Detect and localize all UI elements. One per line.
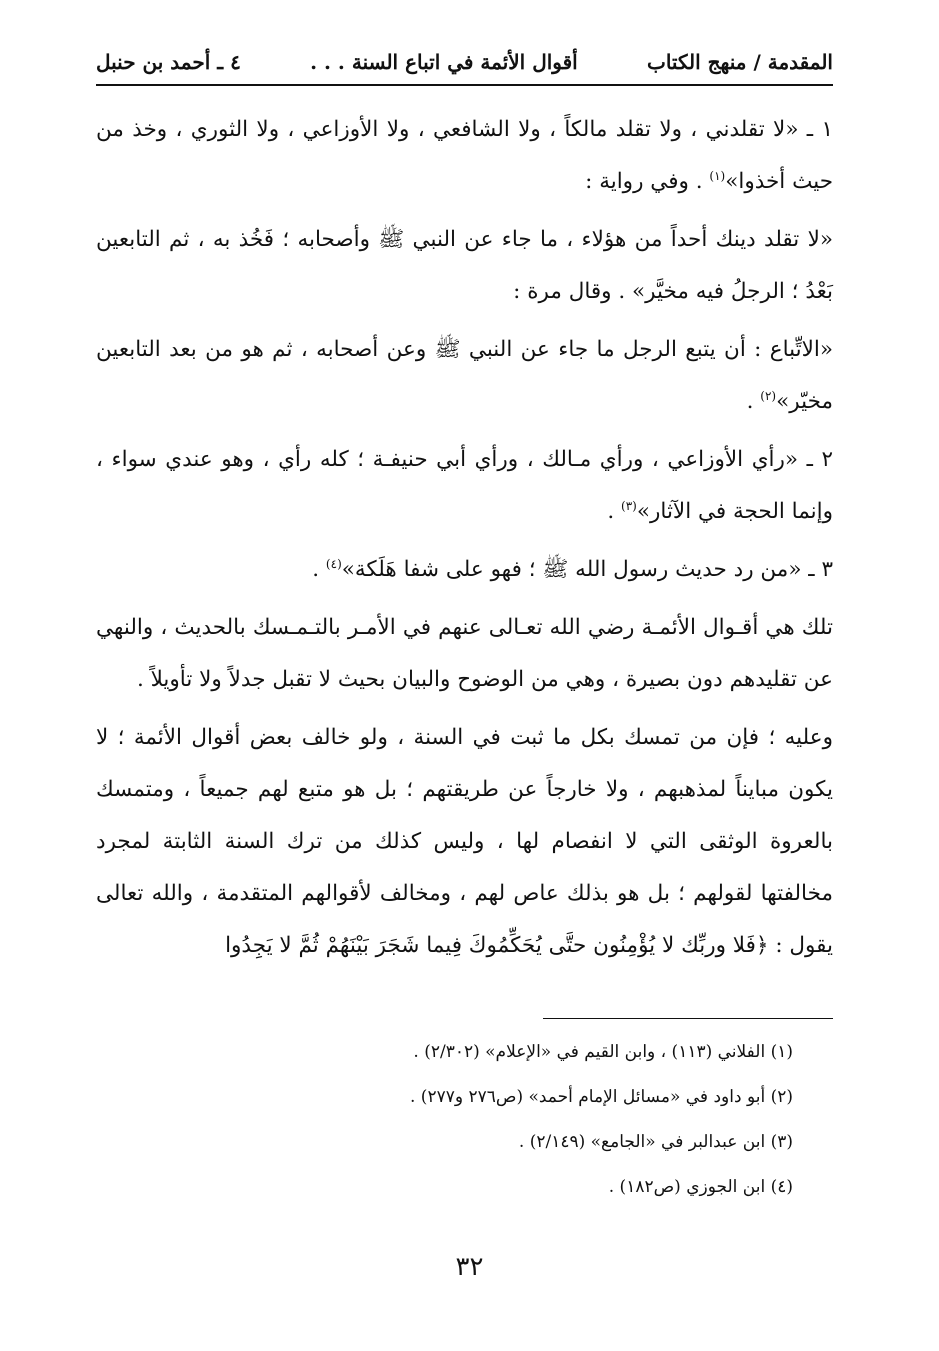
- paragraph-quote-1c: [96, 324, 833, 428]
- page-number: ٣٢: [455, 1252, 484, 1282]
- footnotes: [96, 1030, 793, 1210]
- running-header: [96, 40, 833, 74]
- header-chapter-title: المقدمة / منهج الكتاب: [647, 50, 833, 74]
- quote-2-text: ٢ ـ «رأي الأوزاعي ، ورأي مـالك ، ورأي أبي حنيفـة ؛ كله رأي ، وهو عندي سواء ، وإنما الحجة في الآثار»: [96, 447, 833, 524]
- paragraph-quote-1: [96, 104, 833, 208]
- footnote-2: (٢) أبو داود في «مسائل الإمام أحمد» (ص٢٧٦ و٢٧٧) .: [410, 1087, 793, 1107]
- footnote-ref-4: (٤): [325, 556, 342, 571]
- quote-3-text: ٣ ـ «من رد حديث رسول الله ﷺ ؛ فهو على شفا هَلَكة»: [341, 557, 833, 582]
- header-section-title: أقوال الأئمة في اتباع السنة . . .: [310, 50, 578, 74]
- quote-2-tail: .: [607, 499, 622, 524]
- quote-1c-tail: .: [746, 389, 761, 414]
- footnote-1: (١) الفلاني (١١٣) ، وابن القيم في «الإعلام» (٢/٣٠٢) .: [413, 1042, 793, 1062]
- quote-1c-text: «الاتِّباع : أن يتبع الرجل ما جاء عن النبي ﷺ وعن أصحابه ، ثم هو من بعد التابعين مخيّر»: [96, 337, 833, 414]
- footnote-ref-3: (٣): [621, 498, 637, 513]
- paragraph-conclusion: وعليه ؛ فإن من تمسك بكل ما ثبت في السنة ، ولو خالف بعض أقوال الأئمة ؛ لا يكون مبايناً لمذهبهم ، ولا خارجاً عن طريقتهم ؛ بل هو متبع لهم جميعاً ، ومتمسك بالعروة الوثقى التي لا انفصام لها ، وليس كذلك من ترك السنة الثابتة لمجرد مخالفتها لقولهم ؛ بل هو بذلك عاص لهم ، ومخالف لأقوالهم المتقدمة ، والله تعالى يقول : ﴿فَلا وربِّك لا يُؤْمِنُون حتَّى يُحَكِّمُوكَ فِيما شَجَرَ بَيْنَهُمْ ثُمَّ لا يَجِدُوا: [96, 725, 833, 958]
- paragraph-quote-2: [96, 434, 833, 538]
- quote-1-tail: . وفي رواية :: [585, 169, 710, 194]
- main-text: [96, 104, 833, 978]
- footnote-ref-2: (٢): [760, 388, 777, 403]
- paragraph-summary: تلك هي أقـوال الأئمـة رضي الله تعـالى عنهم في الأمـر بالتـمـسك بالحديث ، والنهي عن تقليدهم دون بصيرة ، وهي من الوضوح والبيان بحيث لا تقبل جدلاً ولا تأويلاً .: [96, 615, 833, 692]
- paragraph-quote-3: [96, 544, 833, 596]
- header-subsection-title: ٤ ـ أحمد بن حنبل: [96, 50, 241, 74]
- quote-1-text: ١ ـ «لا تقلدني ، ولا تقلد مالكاً ، ولا الشافعي ، ولا الأوزاعي ، ولا الثوري ، وخذ من حيث أخذوا»: [96, 117, 833, 194]
- quote-3-tail: .: [312, 557, 326, 582]
- footnote-3: (٣) ابن عبدالبر في «الجامع» (٢/١٤٩) .: [518, 1132, 793, 1152]
- footnote-4: (٤) ابن الجوزي (ص١٨٢) .: [608, 1177, 793, 1197]
- header-rule: [96, 84, 833, 86]
- footnote-ref-1: (١): [709, 168, 726, 183]
- paragraph-quote-1b: «لا تقلد دينك أحداً من هؤلاء ، ما جاء عن النبي ﷺ وأصحابه ؛ فَخُذ به ، ثم التابعين بَعْدُ ؛ الرجلُ فيه مخيَّر» . وقال مرة :: [96, 227, 833, 304]
- footnote-rule: [543, 1018, 833, 1019]
